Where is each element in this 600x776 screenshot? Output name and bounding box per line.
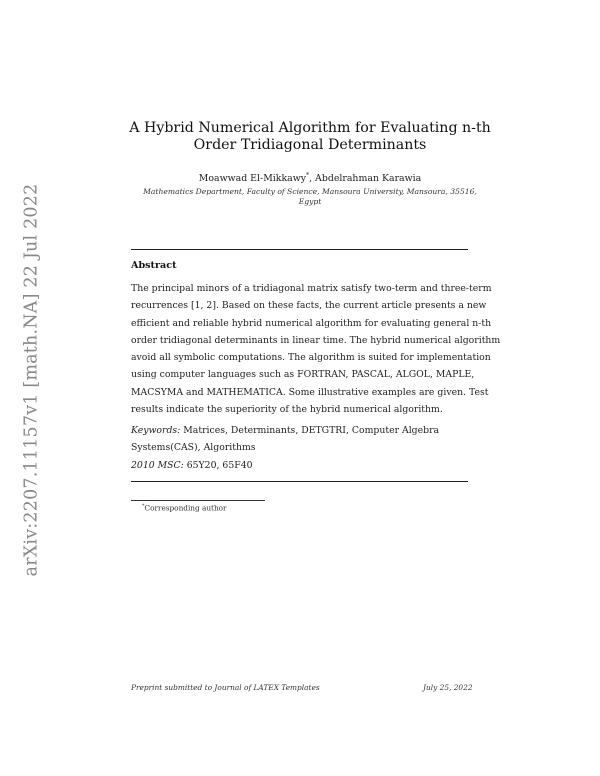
abstract-bottom-rule <box>131 481 468 482</box>
abstract-body <box>131 280 501 418</box>
abstract-line: efficient and reliable hybrid numerical algorithm for evaluating general n-th <box>131 317 492 329</box>
arxiv-stamp-text: arXiv:2207.11157v1 [math.NA] 22 Jul 2022 <box>21 183 41 577</box>
keywords-line-1 <box>131 422 471 439</box>
abstract-line: order tridiagonal determinants in linear time. The hybrid numerical algorithm <box>131 334 501 346</box>
corresponding-mark: * <box>306 172 310 179</box>
abstract-line: recurrences [1, 2]. Based on these facts, the current article presents a new <box>131 300 487 312</box>
affiliation <box>135 187 485 207</box>
abstract-line: avoid all symbolic computations. The algorithm is suited for implementation <box>131 352 491 364</box>
abstract-heading: Abstract <box>131 260 177 271</box>
author-2: Abdelrahman Karawia <box>315 173 422 185</box>
abstract-line: The principal minors of a tridiagonal matrix satisfy two-term and three-term <box>131 283 492 294</box>
paper-title <box>80 120 540 154</box>
keywords-label: Keywords: <box>131 425 181 436</box>
footnote <box>142 503 227 512</box>
author-list <box>80 172 540 184</box>
affiliation-line-2: Egypt <box>298 197 322 206</box>
abstract-line: using computer languages such as FORTRAN, PASCAL, ALGOL, MAPLE, <box>131 369 475 381</box>
msc-line <box>131 457 471 474</box>
arxiv-identifier-stamp <box>11 183 51 577</box>
title-line-2: Order Tridiagonal Determinants <box>193 137 427 153</box>
author-1: Moawwad El-Mikkawy <box>198 173 307 185</box>
keywords-line-2: Systems(CAS), Algorithms <box>131 442 256 454</box>
preprint-footer: Preprint submitted to Journal of LATEX Templates <box>131 683 320 692</box>
footer-date: July 25, 2022 <box>423 683 473 692</box>
footnote-text: Corresponding author <box>144 503 227 513</box>
keywords-block <box>131 422 471 474</box>
keywords-text-1: Matrices, Determinants, DETGTRI, Computer Algebra <box>180 425 440 436</box>
abstract-top-rule <box>131 249 468 250</box>
msc-value: 65Y20, 65F40 <box>183 459 253 471</box>
affiliation-line-1: Mathematics Department, Faculty of Science, Mansoura University, Mansoura, 35516, <box>143 187 477 196</box>
abstract-line: MACSYMA and MATHEMATICA. Some illustrative examples are given. Test <box>131 386 489 398</box>
title-line-1: A Hybrid Numerical Algorithm for Evaluating n-th <box>129 120 491 136</box>
msc-label: 2010 MSC: <box>131 459 184 471</box>
author-separator: , <box>309 173 316 185</box>
footnote-mark: * <box>142 503 145 509</box>
footnote-rule <box>131 500 265 501</box>
abstract-line: results indicate the superiority of the hybrid numerical algorithm. <box>131 404 443 416</box>
